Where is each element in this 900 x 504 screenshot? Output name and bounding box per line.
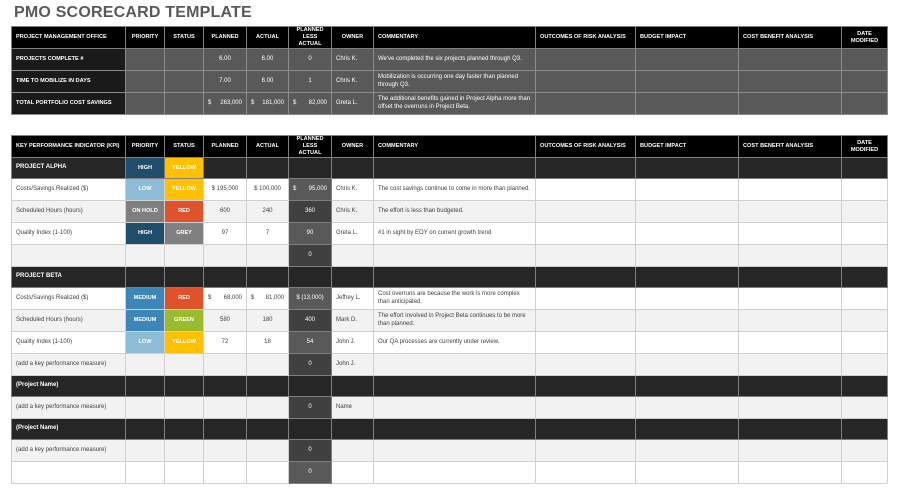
planned-less-actual-cell[interactable]: 90	[289, 223, 332, 245]
project-row-beta	[12, 267, 888, 288]
project-row-placeholder	[12, 376, 888, 397]
col-header-owner[interactable]: OWNER	[332, 27, 374, 49]
commentary-cell[interactable]: The cost savings continue to come in more than planned.	[374, 179, 536, 201]
table-row	[12, 93, 888, 115]
budget-cell[interactable]	[636, 223, 739, 245]
actual-cell[interactable]	[247, 245, 289, 267]
actual-cell[interactable]	[247, 376, 289, 397]
commentary-cell[interactable]: Our QA processes are currently under review.	[374, 332, 536, 354]
planned-less-actual-cell[interactable]	[289, 419, 332, 440]
col-header-date-modified[interactable]: DATE MODIFIED	[842, 136, 888, 158]
commentary-cell[interactable]: The effort involved in Project Beta continues to be more than planned.	[374, 310, 536, 332]
kpi-cell[interactable]	[12, 245, 126, 267]
commentary-cell[interactable]	[374, 419, 536, 440]
planned-less-actual-cell[interactable]: 0	[289, 245, 332, 267]
date-cell[interactable]	[842, 310, 888, 332]
planned-cell[interactable]	[204, 267, 247, 288]
planned-less-actual-cell[interactable]: 1	[289, 71, 332, 93]
cba-cell[interactable]	[739, 158, 842, 179]
commentary-cell[interactable]: The effort is less than budgeted.	[374, 201, 536, 223]
priority-cell[interactable]	[126, 49, 165, 71]
project-name[interactable]: (Project Name)	[12, 376, 126, 397]
amount: 82,000	[308, 99, 327, 106]
cba-cell[interactable]	[739, 376, 842, 397]
table-row	[12, 462, 888, 484]
cba-cell[interactable]	[739, 419, 842, 440]
budget-cell[interactable]	[636, 49, 739, 71]
table-row	[12, 332, 888, 354]
planned-less-actual-cell[interactable]: 360	[289, 201, 332, 223]
owner-cell[interactable]	[332, 267, 374, 288]
date-cell[interactable]	[842, 223, 888, 245]
currency-symbol: $	[208, 99, 212, 106]
planned-less-actual-cell[interactable]	[289, 179, 332, 201]
risk-cell[interactable]	[536, 158, 636, 179]
date-cell[interactable]	[842, 332, 888, 354]
kpi-cell[interactable]: Costs/Savings Realized ($)	[12, 288, 126, 310]
owner-cell[interactable]: Mark D.	[332, 310, 374, 332]
priority-cell[interactable]	[126, 354, 165, 376]
owner-cell[interactable]	[332, 158, 374, 179]
col-header-budget-impact[interactable]: BUDGET IMPACT	[636, 27, 739, 49]
owner-cell[interactable]: Name	[332, 397, 374, 419]
owner-cell[interactable]: Chris K.	[332, 179, 374, 201]
kpi-cell[interactable]: (add a key performance measure)	[12, 397, 126, 419]
risk-cell[interactable]	[536, 354, 636, 376]
cba-cell[interactable]	[739, 93, 842, 115]
budget-cell[interactable]	[636, 201, 739, 223]
owner-cell[interactable]: Chris K.	[332, 49, 374, 71]
planned-cell[interactable]: 600	[204, 201, 247, 223]
budget-cell[interactable]	[636, 354, 739, 376]
risk-cell[interactable]	[536, 267, 636, 288]
planned-less-actual-cell[interactable]: 0	[289, 49, 332, 71]
actual-cell[interactable]	[247, 419, 289, 440]
col-header-pmo[interactable]: PROJECT MANAGEMENT OFFICE	[12, 27, 126, 49]
kpi-cell[interactable]: (add a key performance measure)	[12, 440, 126, 462]
kpi-cell[interactable]: Quality Index (1-100)	[12, 332, 126, 354]
risk-cell[interactable]	[536, 201, 636, 223]
planned-less-actual-cell[interactable]: $ (13,000)	[289, 288, 332, 310]
cba-cell[interactable]	[739, 310, 842, 332]
budget-cell[interactable]	[636, 288, 739, 310]
planned-less-actual-cell[interactable]	[289, 376, 332, 397]
planned-less-actual-cell[interactable]: 0	[289, 354, 332, 376]
kpi-header-row	[12, 136, 888, 158]
row-label[interactable]: TIME TO MOBILIZE IN DAYS	[12, 71, 126, 93]
status-badge[interactable]: YELLOW	[165, 179, 204, 201]
priority-badge[interactable]: MEDIUM	[126, 288, 165, 310]
owner-cell[interactable]	[332, 245, 374, 267]
col-header-actual[interactable]: ACTUAL	[247, 27, 289, 49]
owner-cell[interactable]: Chris K.	[332, 201, 374, 223]
date-cell[interactable]	[842, 201, 888, 223]
col-header-priority[interactable]: PRIORITY	[126, 136, 165, 158]
date-cell[interactable]	[842, 49, 888, 71]
budget-cell[interactable]	[636, 332, 739, 354]
date-cell[interactable]	[842, 440, 888, 462]
planned-less-actual-cell[interactable]: 0	[289, 440, 332, 462]
actual-cell[interactable]	[247, 93, 289, 115]
table-row	[12, 310, 888, 332]
owner-cell[interactable]: Jeffrey L.	[332, 288, 374, 310]
project-row-alpha	[12, 158, 888, 179]
date-cell[interactable]	[842, 93, 888, 115]
risk-cell[interactable]	[536, 310, 636, 332]
col-header-planned-less-actual[interactable]: PLANNED LESS ACTUAL	[289, 136, 332, 158]
cba-cell[interactable]	[739, 71, 842, 93]
cba-cell[interactable]	[739, 397, 842, 419]
kpi-cell[interactable]: Costs/Savings Realized ($)	[12, 179, 126, 201]
cba-cell[interactable]	[739, 49, 842, 71]
status-cell[interactable]	[165, 71, 204, 93]
date-cell[interactable]	[842, 354, 888, 376]
col-header-actual[interactable]: ACTUAL	[247, 136, 289, 158]
amount: 95,000	[308, 185, 327, 192]
risk-cell[interactable]	[536, 71, 636, 93]
owner-cell[interactable]	[332, 462, 374, 484]
budget-cell[interactable]	[636, 419, 739, 440]
priority-cell[interactable]	[126, 245, 165, 267]
owner-cell[interactable]	[332, 419, 374, 440]
table-row	[12, 71, 888, 93]
actual-cell[interactable]	[247, 440, 289, 462]
commentary-cell[interactable]	[374, 267, 536, 288]
date-cell[interactable]	[842, 71, 888, 93]
budget-cell[interactable]	[636, 462, 739, 484]
project-row-placeholder	[12, 419, 888, 440]
status-cell[interactable]	[165, 376, 204, 397]
risk-cell[interactable]	[536, 376, 636, 397]
currency-symbol: $	[293, 99, 297, 106]
page-title: PMO SCORECARD TEMPLATE	[14, 4, 252, 21]
status-cell[interactable]	[165, 245, 204, 267]
col-header-planned-less-actual[interactable]: PLANNED LESS ACTUAL	[289, 27, 332, 49]
cba-cell[interactable]	[739, 332, 842, 354]
risk-cell[interactable]	[536, 440, 636, 462]
status-cell[interactable]	[165, 440, 204, 462]
table-row	[12, 397, 888, 419]
planned-less-actual-cell[interactable]	[289, 158, 332, 179]
status-badge[interactable]: YELLOW	[165, 158, 204, 179]
risk-cell[interactable]	[536, 332, 636, 354]
planned-less-actual-cell[interactable]	[289, 267, 332, 288]
priority-badge[interactable]: HIGH	[126, 158, 165, 179]
date-cell[interactable]	[842, 158, 888, 179]
table-row	[12, 354, 888, 376]
owner-cell[interactable]: Greta L.	[332, 93, 374, 115]
pmo-header-row	[12, 27, 888, 49]
planned-cell[interactable]	[204, 419, 247, 440]
table-row	[12, 288, 888, 310]
risk-cell[interactable]	[536, 419, 636, 440]
amount: 263,000	[220, 99, 242, 106]
cba-cell[interactable]	[739, 288, 842, 310]
risk-cell[interactable]	[536, 223, 636, 245]
priority-badge[interactable]: LOW	[126, 179, 165, 201]
owner-cell[interactable]: Chris K.	[332, 71, 374, 93]
status-badge[interactable]: GREEN	[165, 310, 204, 332]
cba-cell[interactable]	[739, 179, 842, 201]
budget-cell[interactable]	[636, 179, 739, 201]
status-badge[interactable]: YELLOW	[165, 332, 204, 354]
col-header-date-modified[interactable]: DATE MODIFIED	[842, 27, 888, 49]
date-cell[interactable]	[842, 267, 888, 288]
commentary-cell[interactable]: Cost overruns are because the work is more complex than anticipated.	[374, 288, 536, 310]
cba-cell[interactable]	[739, 223, 842, 245]
actual-cell[interactable]	[247, 397, 289, 419]
table-row	[12, 245, 888, 267]
risk-cell[interactable]	[536, 49, 636, 71]
currency-symbol: $	[293, 185, 297, 192]
priority-cell[interactable]	[126, 440, 165, 462]
budget-cell[interactable]	[636, 376, 739, 397]
priority-badge[interactable]: LOW	[126, 332, 165, 354]
cba-cell[interactable]	[739, 462, 842, 484]
planned-cell[interactable]	[204, 245, 247, 267]
priority-badge[interactable]: MEDIUM	[126, 310, 165, 332]
col-header-status[interactable]: STATUS	[165, 136, 204, 158]
budget-cell[interactable]	[636, 267, 739, 288]
date-cell[interactable]	[842, 419, 888, 440]
planned-less-actual-cell[interactable]: 0	[289, 397, 332, 419]
commentary-cell[interactable]: #1 in sight by EOY on current growth trend	[374, 223, 536, 245]
planned-cell[interactable]: $ 195,000	[204, 179, 247, 201]
planned-cell[interactable]: 72	[204, 332, 247, 354]
col-header-planned[interactable]: PLANNED	[204, 27, 247, 49]
col-header-risk-outcomes[interactable]: OUTCOMES OF RISK ANALYSIS	[536, 136, 636, 158]
priority-cell[interactable]	[126, 419, 165, 440]
date-cell[interactable]	[842, 376, 888, 397]
row-label[interactable]: TOTAL PORTFOLIO COST SAVINGS	[12, 93, 126, 115]
col-header-commentary[interactable]: COMMENTARY	[374, 136, 536, 158]
risk-cell[interactable]	[536, 288, 636, 310]
row-label[interactable]: PROJECTS COMPLETE #	[12, 49, 126, 71]
actual-cell[interactable]	[247, 158, 289, 179]
commentary-cell[interactable]	[374, 376, 536, 397]
planned-cell[interactable]	[204, 376, 247, 397]
cba-cell[interactable]	[739, 201, 842, 223]
planned-less-actual-cell[interactable]	[289, 93, 332, 115]
commentary-cell[interactable]: Mobilization is occurring one day faster than planned through Q3.	[374, 71, 536, 93]
amount: 68,000	[223, 294, 242, 301]
project-name[interactable]: (Project Name)	[12, 419, 126, 440]
currency-symbol: $	[251, 294, 255, 301]
budget-cell[interactable]	[636, 397, 739, 419]
col-header-cost-benefit[interactable]: COST BENEFIT ANALYSIS	[739, 27, 842, 49]
col-header-status[interactable]: STATUS	[165, 27, 204, 49]
planned-cell[interactable]	[204, 93, 247, 115]
budget-cell[interactable]	[636, 440, 739, 462]
priority-badge[interactable]: ON HOLD	[126, 201, 165, 223]
budget-cell[interactable]	[636, 310, 739, 332]
priority-badge[interactable]: HIGH	[126, 223, 165, 245]
planned-cell[interactable]	[204, 354, 247, 376]
owner-cell[interactable]: John J.	[332, 354, 374, 376]
kpi-cell[interactable]: (add a key performance measure)	[12, 354, 126, 376]
status-cell[interactable]	[165, 93, 204, 115]
cba-cell[interactable]	[739, 267, 842, 288]
status-badge[interactable]: RED	[165, 201, 204, 223]
risk-cell[interactable]	[536, 397, 636, 419]
actual-cell[interactable]: 6.00	[247, 49, 289, 71]
status-cell[interactable]	[165, 267, 204, 288]
budget-cell[interactable]	[636, 93, 739, 115]
table-row	[12, 49, 888, 71]
date-cell[interactable]	[842, 397, 888, 419]
actual-cell[interactable]	[247, 267, 289, 288]
planned-cell[interactable]	[204, 288, 247, 310]
planned-cell[interactable]	[204, 440, 247, 462]
planned-less-actual-cell[interactable]: 400	[289, 310, 332, 332]
commentary-cell[interactable]	[374, 462, 536, 484]
status-cell[interactable]	[165, 462, 204, 484]
commentary-cell[interactable]	[374, 397, 536, 419]
status-cell[interactable]	[165, 354, 204, 376]
table-row	[12, 440, 888, 462]
planned-cell[interactable]: 6.00	[204, 49, 247, 71]
priority-cell[interactable]	[126, 71, 165, 93]
planned-cell[interactable]	[204, 397, 247, 419]
status-cell[interactable]	[165, 49, 204, 71]
col-header-commentary[interactable]: COMMENTARY	[374, 27, 536, 49]
date-cell[interactable]	[842, 245, 888, 267]
actual-cell[interactable]: 18	[247, 332, 289, 354]
risk-cell[interactable]	[536, 179, 636, 201]
col-header-planned[interactable]: PLANNED	[204, 136, 247, 158]
actual-cell[interactable]: 7	[247, 223, 289, 245]
risk-cell[interactable]	[536, 245, 636, 267]
budget-cell[interactable]	[636, 245, 739, 267]
actual-cell[interactable]	[247, 462, 289, 484]
col-header-risk-outcomes[interactable]: OUTCOMES OF RISK ANALYSIS	[536, 27, 636, 49]
table-row	[12, 223, 888, 245]
priority-cell[interactable]	[126, 376, 165, 397]
commentary-cell[interactable]: The additional benefits gained in Project Alpha more than offset the overruns in Project Beta.	[374, 93, 536, 115]
actual-cell[interactable]	[247, 288, 289, 310]
kpi-cell[interactable]: Scheduled Hours (hours)	[12, 201, 126, 223]
cba-cell[interactable]	[739, 440, 842, 462]
planned-less-actual-cell[interactable]: 0	[289, 462, 332, 484]
actual-cell[interactable]: 6.00	[247, 71, 289, 93]
kpi-table	[11, 135, 888, 484]
date-cell[interactable]	[842, 179, 888, 201]
kpi-cell[interactable]	[12, 462, 126, 484]
commentary-cell[interactable]	[374, 245, 536, 267]
priority-cell[interactable]	[126, 462, 165, 484]
cba-cell[interactable]	[739, 245, 842, 267]
currency-symbol: $	[251, 99, 255, 106]
actual-cell[interactable]: 180	[247, 310, 289, 332]
planned-cell[interactable]	[204, 462, 247, 484]
actual-cell[interactable]: $ 100,000	[247, 179, 289, 201]
table-row	[12, 201, 888, 223]
planned-cell[interactable]: 97	[204, 223, 247, 245]
commentary-cell[interactable]	[374, 440, 536, 462]
priority-cell[interactable]	[126, 397, 165, 419]
planned-cell[interactable]: 7.00	[204, 71, 247, 93]
risk-cell[interactable]	[536, 462, 636, 484]
amount: 81,000	[265, 294, 284, 301]
project-name[interactable]: PROJECT ALPHA	[12, 158, 126, 179]
currency-symbol: $	[208, 294, 212, 301]
status-cell[interactable]	[165, 397, 204, 419]
actual-cell[interactable]	[247, 354, 289, 376]
budget-cell[interactable]	[636, 158, 739, 179]
owner-cell[interactable]	[332, 440, 374, 462]
planned-cell[interactable]	[204, 158, 247, 179]
cba-cell[interactable]	[739, 354, 842, 376]
risk-cell[interactable]	[536, 93, 636, 115]
priority-cell[interactable]	[126, 93, 165, 115]
col-header-budget-impact[interactable]: BUDGET IMPACT	[636, 136, 739, 158]
planned-cell[interactable]: 580	[204, 310, 247, 332]
planned-less-actual-cell[interactable]: 54	[289, 332, 332, 354]
actual-cell[interactable]: 240	[247, 201, 289, 223]
status-cell[interactable]	[165, 419, 204, 440]
col-header-priority[interactable]: PRIORITY	[126, 27, 165, 49]
kpi-cell[interactable]: Scheduled Hours (hours)	[12, 310, 126, 332]
commentary-cell[interactable]	[374, 354, 536, 376]
status-badge[interactable]: RED	[165, 288, 204, 310]
project-name[interactable]: PROJECT BETA	[12, 267, 126, 288]
owner-cell[interactable]: Greta L.	[332, 223, 374, 245]
kpi-cell[interactable]: Quality Index (1-100)	[12, 223, 126, 245]
owner-cell[interactable]	[332, 376, 374, 397]
col-header-kpi[interactable]: KEY PERFORMANCE INDICATOR (KPI)	[12, 136, 126, 158]
col-header-owner[interactable]: OWNER	[332, 136, 374, 158]
commentary-cell[interactable]	[374, 158, 536, 179]
status-badge[interactable]: GREY	[165, 223, 204, 245]
priority-cell[interactable]	[126, 267, 165, 288]
commentary-cell[interactable]: We've completed the six projects planned through Q3.	[374, 49, 536, 71]
budget-cell[interactable]	[636, 71, 739, 93]
date-cell[interactable]	[842, 288, 888, 310]
table-row	[12, 179, 888, 201]
owner-cell[interactable]: John J.	[332, 332, 374, 354]
pmo-summary-table	[11, 26, 888, 115]
col-header-cost-benefit[interactable]: COST BENEFIT ANALYSIS	[739, 136, 842, 158]
date-cell[interactable]	[842, 462, 888, 484]
amount: 181,000	[262, 99, 284, 106]
